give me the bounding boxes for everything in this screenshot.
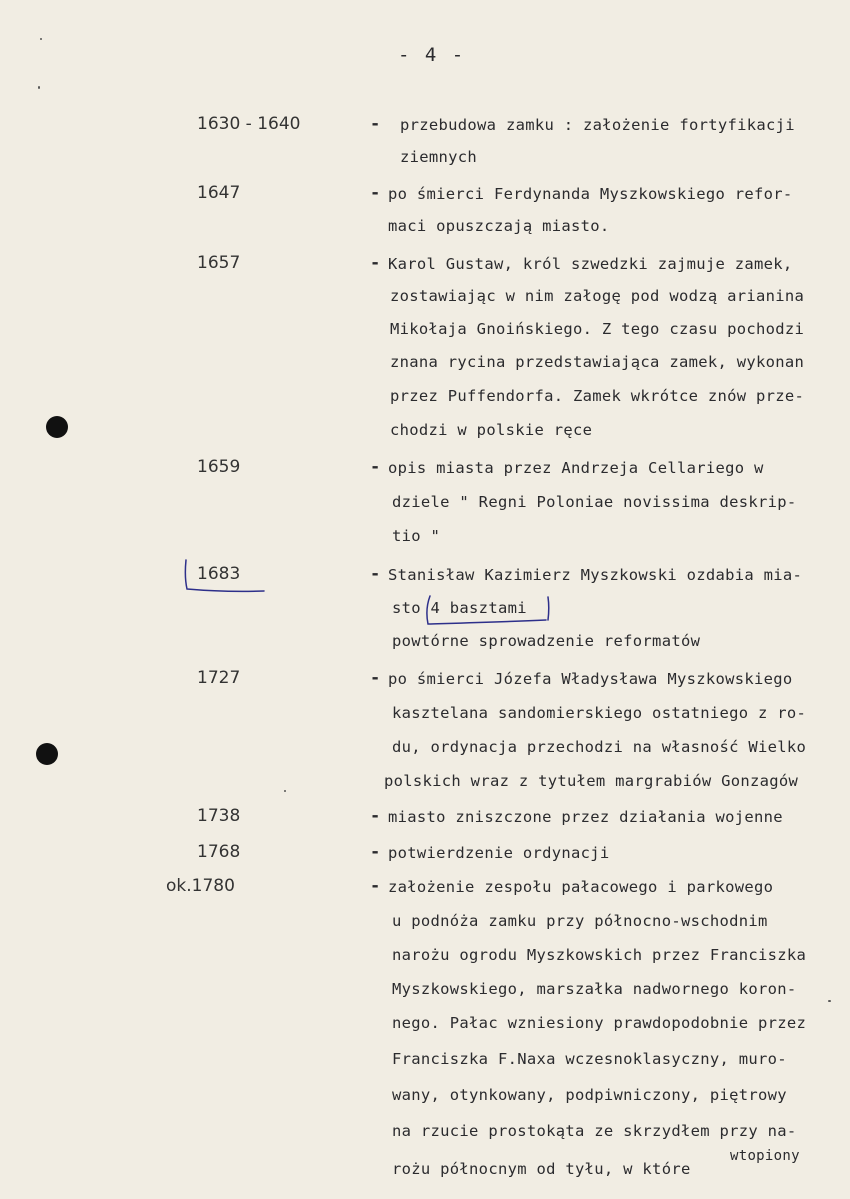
- entry-text-line: przez Puffendorfa. Zamek wkrótce znów prze-: [390, 387, 805, 405]
- hole-punch-lower: [36, 743, 58, 765]
- entry-dash: -: [370, 253, 381, 273]
- entry-text-line: ziemnych: [400, 148, 478, 166]
- entry-dash: -: [370, 114, 381, 134]
- entry-text-line: potwierdzenie ordynacji: [388, 844, 610, 862]
- entry-text-line: rożu północnym od tyłu, w które: [392, 1160, 691, 1178]
- entry-year: 1738: [197, 806, 241, 826]
- paper-speck: [284, 790, 286, 792]
- entry-year: 1683: [197, 564, 241, 584]
- entry-dash: -: [370, 457, 381, 477]
- pen-box-mark: [418, 590, 558, 632]
- entry-dash: -: [370, 564, 381, 584]
- entry-text-line: Karol Gustaw, król szwedzki zajmuje zamek,: [388, 255, 793, 273]
- entry-text-line: kasztelana sandomierskiego ostatniego z ro-: [392, 704, 807, 722]
- paper-speck: [38, 86, 40, 89]
- entry-dash: -: [370, 183, 381, 203]
- entry-text-line: chodzi w polskie ręce: [390, 421, 593, 439]
- entry-text-line: polskich wraz z tytułem margrabiów Gonzagów: [384, 772, 799, 790]
- page-number: - 4 -: [398, 44, 466, 66]
- entry-text-line: tio ": [392, 527, 441, 545]
- entry-text-line: narożu ogrodu Myszkowskich przez Franciszka: [392, 946, 807, 964]
- entry-dash: -: [370, 842, 381, 862]
- entry-year: 1659: [197, 457, 241, 477]
- entry-text-line: wany, otynkowany, podpiwniczony, piętrowy: [392, 1086, 787, 1104]
- entry-text-line: u podnóża zamku przy północno-wschodnim: [392, 912, 768, 930]
- entry-text-line: Franciszka F.Naxa wczesnoklasyczny, muro-: [392, 1050, 787, 1068]
- entry-year: 1657: [197, 253, 241, 273]
- paper-speck: [40, 38, 42, 40]
- entry-text-line: powtórne sprowadzenie reformatów: [392, 632, 701, 650]
- entry-text-line: miasto zniszczone przez działania wojenne: [388, 808, 783, 826]
- entry-year: 1768: [197, 842, 241, 862]
- entry-text-line: przebudowa zamku : założenie fortyfikacji: [400, 116, 795, 134]
- entry-year: 1727: [197, 668, 241, 688]
- entry-text-line: znana rycina przedstawiająca zamek, wykonan: [390, 353, 805, 371]
- pen-underline-mark: [180, 556, 270, 596]
- entry-year: 1647: [197, 183, 241, 203]
- entry-text-line: sto 4 basztami: [392, 599, 527, 617]
- hole-punch-upper: [46, 416, 68, 438]
- entry-text-line: du, ordynacja przechodzi na własność Wielko: [392, 738, 807, 756]
- entry-text-line: Myszkowskiego, marszałka nadwornego koron-: [392, 980, 797, 998]
- entry-text-line: zostawiając w nim załogę pod wodzą arianina: [390, 287, 805, 305]
- entry-dash: -: [370, 876, 381, 896]
- paper-speck: [828, 1000, 831, 1002]
- entry-year: ok.1780: [166, 876, 235, 896]
- entry-text-line-superscript: wtopiony: [730, 1148, 800, 1164]
- entry-text-line: nego. Pałac wzniesiony prawdopodobnie przez: [392, 1014, 807, 1032]
- entry-text-line: po śmierci Ferdynanda Myszkowskiego refor-: [388, 185, 793, 203]
- entry-text-line: założenie zespołu pałacowego i parkowego: [388, 878, 774, 896]
- entry-year: 1630 - 1640: [197, 114, 301, 134]
- entry-text-line: dziele " Regni Poloniae novissima deskrip-: [392, 493, 797, 511]
- entry-dash: -: [370, 806, 381, 826]
- entry-text-line: na rzucie prostokąta ze skrzydłem przy na-: [392, 1122, 797, 1140]
- entry-text-line: Mikołaja Gnoińskiego. Z tego czasu pochodzi: [390, 320, 805, 338]
- entry-dash: -: [370, 668, 381, 688]
- entry-text-line: Stanisław Kazimierz Myszkowski ozdabia mia-: [388, 566, 803, 584]
- entry-text-line: opis miasta przez Andrzeja Cellariego w: [388, 459, 764, 477]
- entry-text-line: maci opuszczają miasto.: [388, 217, 610, 235]
- entry-text-line: po śmierci Józefa Władysława Myszkowskiego: [388, 670, 793, 688]
